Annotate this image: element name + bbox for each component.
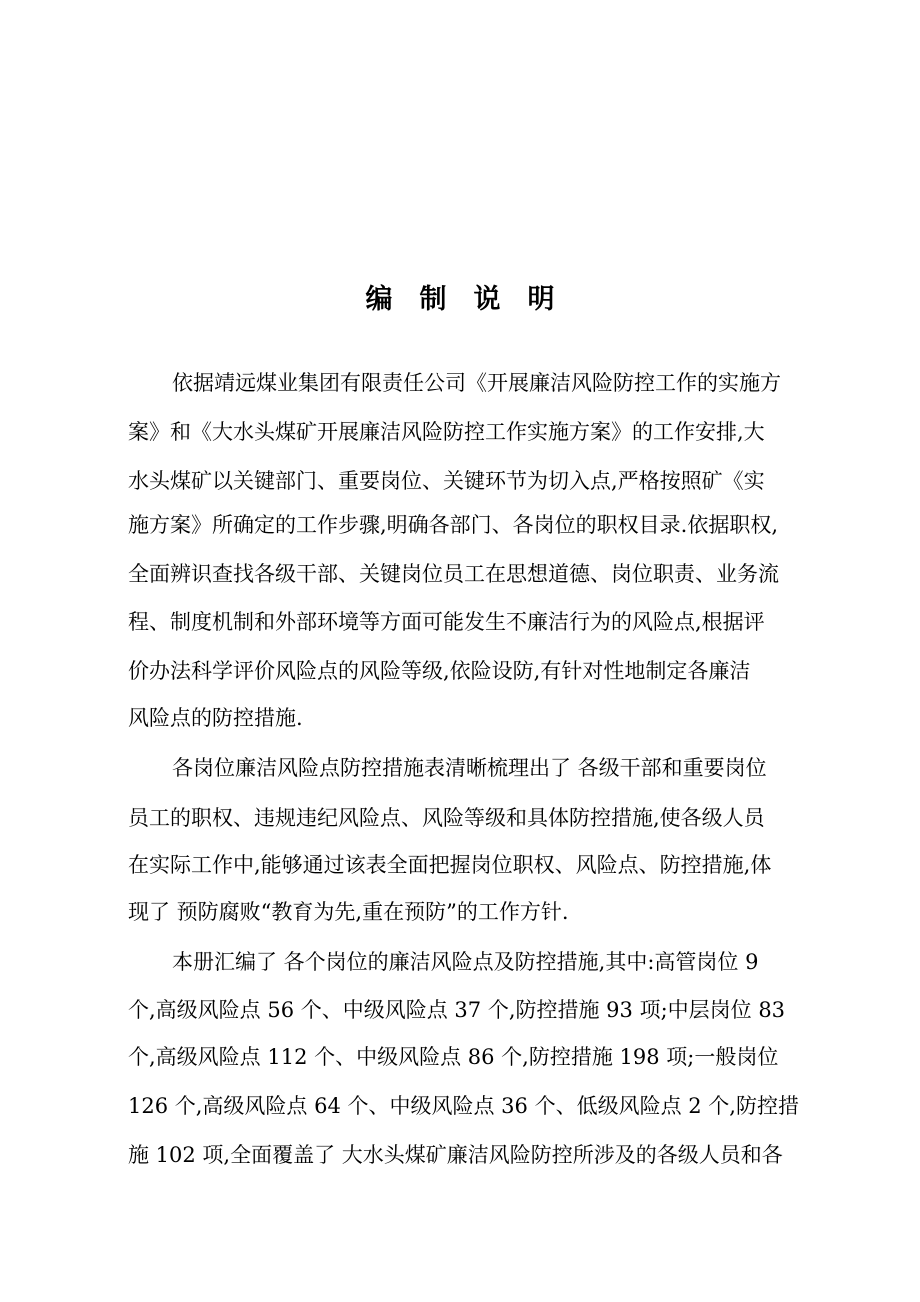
paragraph-1-line-1: 依据靖远煤业集团有限责任公司《开展廉洁风险防控工作的实施方 — [172, 371, 781, 395]
paragraph-2-line-3: 在实际工作中,能够通过该表全面把握岗位职权、风险点、防控措施,体 — [128, 853, 772, 877]
paragraph-2-line-1: 各岗位廉洁风险点防控措施表清晰梳理出了 各级干部和重要岗位 — [172, 756, 767, 780]
paragraph-3-line-1: 本册汇编了 各个岗位的廉洁风险点及防控措施,其中:高管岗位 9 — [172, 950, 759, 974]
paragraph-1-line-6: 程、制度机制和外部环境等方面可能发生不廉洁行为的风险点,根据评 — [128, 610, 765, 634]
paragraph-3-line-2: 个,高级风险点 56 个、中级风险点 37 个,防控措施 93 项;中层岗位 83 — [128, 998, 786, 1022]
paragraph-2-line-4: 现了 预防腐败“教育为先,重在预防”的工作方针. — [128, 900, 569, 924]
paragraph-3-line-4: 126 个,高级风险点 64 个、中级风险点 36 个、低级风险点 2 个,防控措 — [128, 1094, 799, 1118]
paragraph-2-line-2: 员工的职权、违规违纪风险点、风险等级和具体防控措施,使各级人员 — [128, 806, 765, 830]
document-title: 编制说明 — [365, 284, 582, 315]
paragraph-1-line-2: 案》和《大水头煤矿开展廉洁风险防控工作实施方案》的工作安排,大 — [128, 420, 765, 444]
paragraph-1-line-3: 水头煤矿以关键部门、重要岗位、关键环节为切入点,严格按照矿《实 — [128, 469, 765, 493]
paragraph-1-line-5: 全面辨识查找各级干部、关键岗位员工在思想道德、岗位职责、业务流 — [128, 562, 779, 586]
paragraph-1-line-7: 价办法科学评价风险点的风险等级,依险设防,有针对性地制定各廉洁 — [128, 659, 751, 683]
paragraph-3-line-5: 施 102 项,全面覆盖了 大水头煤矿廉洁风险防控所涉及的各级人员和各 — [128, 1143, 783, 1167]
paragraph-1-line-8: 风险点的防控措施. — [128, 706, 303, 730]
paragraph-3-line-3: 个,高级风险点 112 个、中级风险点 86 个,防控措施 198 项;一般岗位 — [128, 1045, 779, 1069]
paragraph-1-line-4: 施方案》所确定的工作步骤,明确各部门、各岗位的职权目录.依据职权, — [128, 513, 779, 537]
